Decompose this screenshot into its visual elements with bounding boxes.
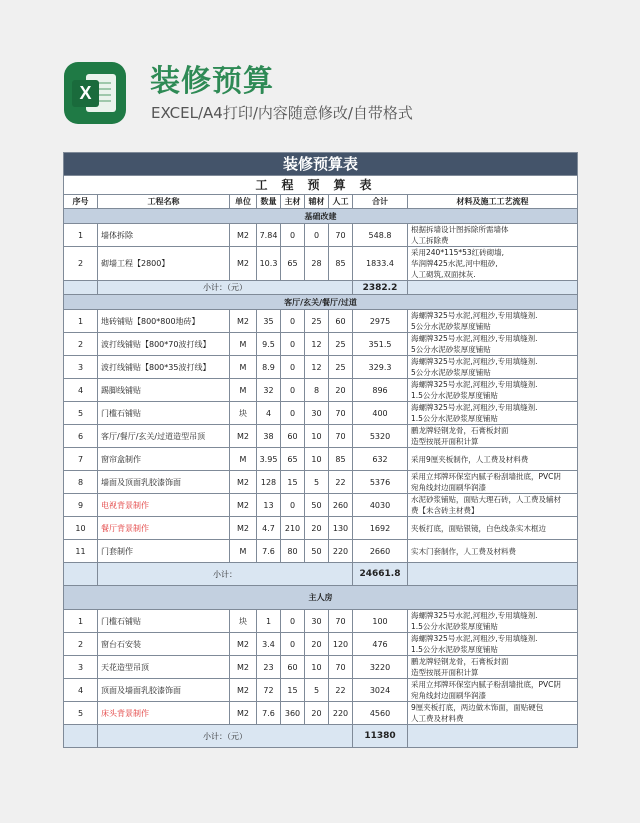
- subtotal-desc-blank: [408, 281, 578, 295]
- table-row[interactable]: [64, 494, 578, 517]
- cell-qty: 3.95: [257, 448, 281, 471]
- cell-no: 1: [64, 310, 98, 333]
- cell-no: 7: [64, 448, 98, 471]
- section-header: [64, 295, 578, 310]
- cell-name: 窗帘盒制作: [98, 448, 230, 471]
- subtotal-row: [64, 281, 578, 295]
- subtotal-label: 小计：: [98, 563, 353, 586]
- cell-aux: 50: [305, 540, 329, 563]
- budget-table: [63, 152, 578, 748]
- cell-main: 0: [281, 333, 305, 356]
- cell-no: 3: [64, 356, 98, 379]
- logo-letter: X: [72, 80, 99, 107]
- cell-desc: 海螺牌325号水泥,河粗沙,专用填缝剂. 1.5公分水泥砂浆厚度铺贴: [408, 379, 578, 402]
- cell-aux: 5: [305, 679, 329, 702]
- cell-labor: 20: [329, 379, 353, 402]
- cell-aux: 20: [305, 633, 329, 656]
- section-header: [64, 586, 578, 610]
- subtotal-row: [64, 725, 578, 748]
- cell-desc: 采用9厘夹板制作，人工费及材料费: [408, 448, 578, 471]
- cell-name: 顶面及墙面乳胶漆饰面: [98, 679, 230, 702]
- cell-main: 0: [281, 402, 305, 425]
- cell-name: 门槛石铺贴: [98, 610, 230, 633]
- cell-aux: 12: [305, 356, 329, 379]
- cell-unit: M2: [230, 679, 257, 702]
- cell-qty: 8.9: [257, 356, 281, 379]
- table-row[interactable]: [64, 540, 578, 563]
- cell-qty: 7.6: [257, 540, 281, 563]
- cell-unit: M2: [230, 633, 257, 656]
- col-header: 单位: [230, 195, 257, 209]
- cell-unit: M: [230, 448, 257, 471]
- col-header: 数量: [257, 195, 281, 209]
- table-row[interactable]: [64, 448, 578, 471]
- cell-labor: 220: [329, 702, 353, 725]
- table-row[interactable]: [64, 471, 578, 494]
- cell-main: 65: [281, 448, 305, 471]
- cell-desc: 海螺牌325号水泥,河粗沙,专用填缝剂. 5公分水泥砂浆厚度铺贴: [408, 356, 578, 379]
- cell-name: 墙面及顶面乳胶漆饰面: [98, 471, 230, 494]
- cell-unit: M2: [230, 494, 257, 517]
- subtotal-label: 小计：（元）: [98, 725, 353, 748]
- table-row[interactable]: [64, 656, 578, 679]
- cell-total: 476: [353, 633, 408, 656]
- cell-name: 波打线铺贴【800*70波打线】: [98, 333, 230, 356]
- cell-no: 11: [64, 540, 98, 563]
- cell-no: 5: [64, 402, 98, 425]
- cell-no: 6: [64, 425, 98, 448]
- cell-unit: M2: [230, 702, 257, 725]
- subtotal-label: 小计：（元）: [98, 281, 353, 295]
- cell-labor: 85: [329, 448, 353, 471]
- cell-name: 电视背景制作: [98, 494, 230, 517]
- cell-desc: 9厘夹板打底，两边做木饰面，面贴硬包 人工费及材料费: [408, 702, 578, 725]
- cell-no: 1: [64, 610, 98, 633]
- cell-aux: 10: [305, 425, 329, 448]
- cell-name: 踢脚线铺贴: [98, 379, 230, 402]
- col-header: 材料及施工工艺流程: [408, 195, 578, 209]
- cell-no: 4: [64, 679, 98, 702]
- cell-desc: 采用立邦牌环保室内腻子粉刮墙批底，PVC阴 宛角线封边面刷华润漆: [408, 471, 578, 494]
- cell-name: 门槛石铺贴: [98, 402, 230, 425]
- col-header: 合计: [353, 195, 408, 209]
- col-header: 人工: [329, 195, 353, 209]
- cell-qty: 4.7: [257, 517, 281, 540]
- cell-total: 632: [353, 448, 408, 471]
- cell-qty: 4: [257, 402, 281, 425]
- cell-no: 2: [64, 333, 98, 356]
- cell-labor: 260: [329, 494, 353, 517]
- cell-main: 15: [281, 471, 305, 494]
- cell-qty: 128: [257, 471, 281, 494]
- cell-aux: 30: [305, 610, 329, 633]
- subtotal-value: 11380: [353, 725, 408, 748]
- sheet-subtitle: 工程预算表: [64, 176, 578, 195]
- cell-labor: 70: [329, 402, 353, 425]
- subtotal-blank: [64, 563, 98, 586]
- cell-qty: 7.84: [257, 224, 281, 247]
- cell-labor: 70: [329, 656, 353, 679]
- subtotal-value: 2382.2: [353, 281, 408, 295]
- cell-total: 4030: [353, 494, 408, 517]
- header: [0, 0, 640, 150]
- table-row[interactable]: [64, 310, 578, 333]
- table-row[interactable]: [64, 247, 578, 281]
- cell-unit: M: [230, 333, 257, 356]
- cell-unit: M2: [230, 471, 257, 494]
- cell-labor: 120: [329, 633, 353, 656]
- cell-aux: 5: [305, 471, 329, 494]
- cell-unit: M2: [230, 425, 257, 448]
- cell-labor: 60: [329, 310, 353, 333]
- cell-main: 0: [281, 633, 305, 656]
- cell-unit: M: [230, 356, 257, 379]
- cell-main: 65: [281, 247, 305, 281]
- cell-aux: 30: [305, 402, 329, 425]
- cell-unit: 块: [230, 610, 257, 633]
- cell-no: 10: [64, 517, 98, 540]
- cell-total: 1692: [353, 517, 408, 540]
- cell-aux: 8: [305, 379, 329, 402]
- cell-no: 8: [64, 471, 98, 494]
- cell-qty: 35: [257, 310, 281, 333]
- column-header-row: [64, 195, 578, 209]
- cell-desc: 根据拆墙设计图拆除所需墙体 人工拆除费: [408, 224, 578, 247]
- cell-name: 餐厅背景制作: [98, 517, 230, 540]
- cell-desc: 海螺牌325号水泥,河粗沙,专用填缝剂. 1.5公分水泥砂浆厚度铺贴: [408, 402, 578, 425]
- cell-name: 天花造型吊顶: [98, 656, 230, 679]
- cell-total: 351.5: [353, 333, 408, 356]
- cell-unit: M2: [230, 517, 257, 540]
- cell-total: 896: [353, 379, 408, 402]
- cell-desc: 实木门套制作，人工费及材料费: [408, 540, 578, 563]
- cell-desc: 海螺牌325号水泥,河粗沙,专用填缝剂. 1.5公分水泥砂浆厚度铺贴: [408, 610, 578, 633]
- cell-main: 0: [281, 224, 305, 247]
- cell-unit: M2: [230, 656, 257, 679]
- cell-total: 2975: [353, 310, 408, 333]
- cell-no: 2: [64, 633, 98, 656]
- cell-main: 0: [281, 379, 305, 402]
- section-title: 基础改建: [64, 209, 578, 224]
- cell-labor: 70: [329, 224, 353, 247]
- cell-main: 360: [281, 702, 305, 725]
- cell-qty: 9.5: [257, 333, 281, 356]
- cell-desc: 鹏龙牌轻钢龙骨，石膏板封面 造型按展开面积计算: [408, 425, 578, 448]
- subtotal-desc-blank: [408, 725, 578, 748]
- cell-no: 9: [64, 494, 98, 517]
- cell-labor: 85: [329, 247, 353, 281]
- cell-desc: 海螺牌325号水泥,河粗沙,专用填缝剂. 5公分水泥砂浆厚度铺贴: [408, 333, 578, 356]
- table-row[interactable]: [64, 356, 578, 379]
- cell-unit: M: [230, 379, 257, 402]
- table-row[interactable]: [64, 633, 578, 656]
- section-title: 主人房: [64, 586, 578, 610]
- cell-total: 400: [353, 402, 408, 425]
- cell-name: 墙体拆除: [98, 224, 230, 247]
- cell-qty: 23: [257, 656, 281, 679]
- cell-labor: 25: [329, 356, 353, 379]
- table-row[interactable]: [64, 702, 578, 725]
- cell-main: 0: [281, 310, 305, 333]
- cell-main: 60: [281, 425, 305, 448]
- cell-aux: 20: [305, 702, 329, 725]
- cell-unit: M: [230, 540, 257, 563]
- cell-desc: 水泥砂浆铺贴，面贴大理石砖，人工费及辅材 费【未含砖主材费】: [408, 494, 578, 517]
- cell-qty: 1: [257, 610, 281, 633]
- cell-aux: 10: [305, 448, 329, 471]
- table-row[interactable]: [64, 610, 578, 633]
- cell-main: 60: [281, 656, 305, 679]
- cell-main: 0: [281, 494, 305, 517]
- cell-total: 548.8: [353, 224, 408, 247]
- excel-logo-icon: [64, 62, 126, 124]
- col-header: 主材: [281, 195, 305, 209]
- cell-total: 5320: [353, 425, 408, 448]
- cell-aux: 12: [305, 333, 329, 356]
- cell-total: 3220: [353, 656, 408, 679]
- cell-unit: 块: [230, 402, 257, 425]
- cell-labor: 22: [329, 679, 353, 702]
- cell-desc: 夹板打底，面贴银镜，白色线条实木框边: [408, 517, 578, 540]
- cell-desc: 采用立邦牌环保室内腻子粉刮墙批底，PVC阴 宛角线封边面刷华润漆: [408, 679, 578, 702]
- cell-total: 1833.4: [353, 247, 408, 281]
- cell-aux: 25: [305, 310, 329, 333]
- cell-no: 3: [64, 656, 98, 679]
- table-row[interactable]: [64, 402, 578, 425]
- table-row[interactable]: [64, 379, 578, 402]
- cell-qty: 13: [257, 494, 281, 517]
- cell-qty: 7.6: [257, 702, 281, 725]
- col-header: 工程名称: [98, 195, 230, 209]
- subtotal-blank: [64, 281, 98, 295]
- budget-sheet: [63, 152, 577, 748]
- cell-desc: 鹏龙牌轻钢龙骨，石膏板封面 造型按展开面积计算: [408, 656, 578, 679]
- subtotal-desc-blank: [408, 563, 578, 586]
- cell-unit: M2: [230, 224, 257, 247]
- col-header: 辅材: [305, 195, 329, 209]
- cell-main: 210: [281, 517, 305, 540]
- subtotal-value: 24661.8: [353, 563, 408, 586]
- table-row[interactable]: [64, 425, 578, 448]
- cell-aux: 20: [305, 517, 329, 540]
- page-bottom: [63, 757, 577, 823]
- col-header: 序号: [64, 195, 98, 209]
- cell-name: 窗台石安装: [98, 633, 230, 656]
- cell-labor: 130: [329, 517, 353, 540]
- cell-qty: 32: [257, 379, 281, 402]
- cell-total: 3024: [353, 679, 408, 702]
- cell-qty: 72: [257, 679, 281, 702]
- cell-total: 5376: [353, 471, 408, 494]
- cell-total: 100: [353, 610, 408, 633]
- cell-no: 4: [64, 379, 98, 402]
- cell-aux: 28: [305, 247, 329, 281]
- cell-aux: 10: [305, 656, 329, 679]
- cell-name: 门套制作: [98, 540, 230, 563]
- table-row[interactable]: [64, 517, 578, 540]
- cell-desc: 海螺牌325号水泥,河粗沙,专用填缝剂. 1.5公分水泥砂浆厚度铺贴: [408, 633, 578, 656]
- cell-name: 客厅/餐厅/玄关/过道造型吊顶: [98, 425, 230, 448]
- cell-aux: 50: [305, 494, 329, 517]
- cell-unit: M2: [230, 310, 257, 333]
- subtotal-row: [64, 563, 578, 586]
- section-header: [64, 209, 578, 224]
- cell-labor: 25: [329, 333, 353, 356]
- cell-total: 4560: [353, 702, 408, 725]
- table-row[interactable]: [64, 679, 578, 702]
- cell-desc: 海螺牌325号水泥,河粗沙,专用填缝剂. 5公分水泥砂浆厚度铺贴: [408, 310, 578, 333]
- cell-qty: 38: [257, 425, 281, 448]
- cell-aux: 0: [305, 224, 329, 247]
- section-title: 客厅/玄关/餐厅/过道: [64, 295, 578, 310]
- table-row[interactable]: [64, 333, 578, 356]
- cell-labor: 70: [329, 610, 353, 633]
- cell-labor: 70: [329, 425, 353, 448]
- cell-qty: 10.3: [257, 247, 281, 281]
- table-row[interactable]: [64, 224, 578, 247]
- cell-qty: 3.4: [257, 633, 281, 656]
- cell-no: 1: [64, 224, 98, 247]
- sheet-banner: 装修预算表: [64, 153, 578, 176]
- cell-main: 80: [281, 540, 305, 563]
- cell-desc: 采用240*115*53红砖砌墙, 华润牌425水泥,河中粗砂, 人工砌筑,双面抹灰.: [408, 247, 578, 281]
- cell-name: 床头背景制作: [98, 702, 230, 725]
- cell-unit: M2: [230, 247, 257, 281]
- cell-name: 砌墙工程【2800】: [98, 247, 230, 281]
- cell-labor: 220: [329, 540, 353, 563]
- subtotal-blank: [64, 725, 98, 748]
- cell-total: 329.3: [353, 356, 408, 379]
- cell-main: 0: [281, 356, 305, 379]
- cell-total: 2660: [353, 540, 408, 563]
- cell-main: 0: [281, 610, 305, 633]
- cell-no: 2: [64, 247, 98, 281]
- cell-name: 波打线铺贴【800*35波打线】: [98, 356, 230, 379]
- page-title: 装修预算: [150, 64, 274, 99]
- page-subtitle: EXCEL/A4打印/内容随意修改/自带格式: [151, 104, 413, 122]
- cell-no: 5: [64, 702, 98, 725]
- cell-labor: 22: [329, 471, 353, 494]
- cell-main: 15: [281, 679, 305, 702]
- cell-name: 地砖铺贴【800*800地砖】: [98, 310, 230, 333]
